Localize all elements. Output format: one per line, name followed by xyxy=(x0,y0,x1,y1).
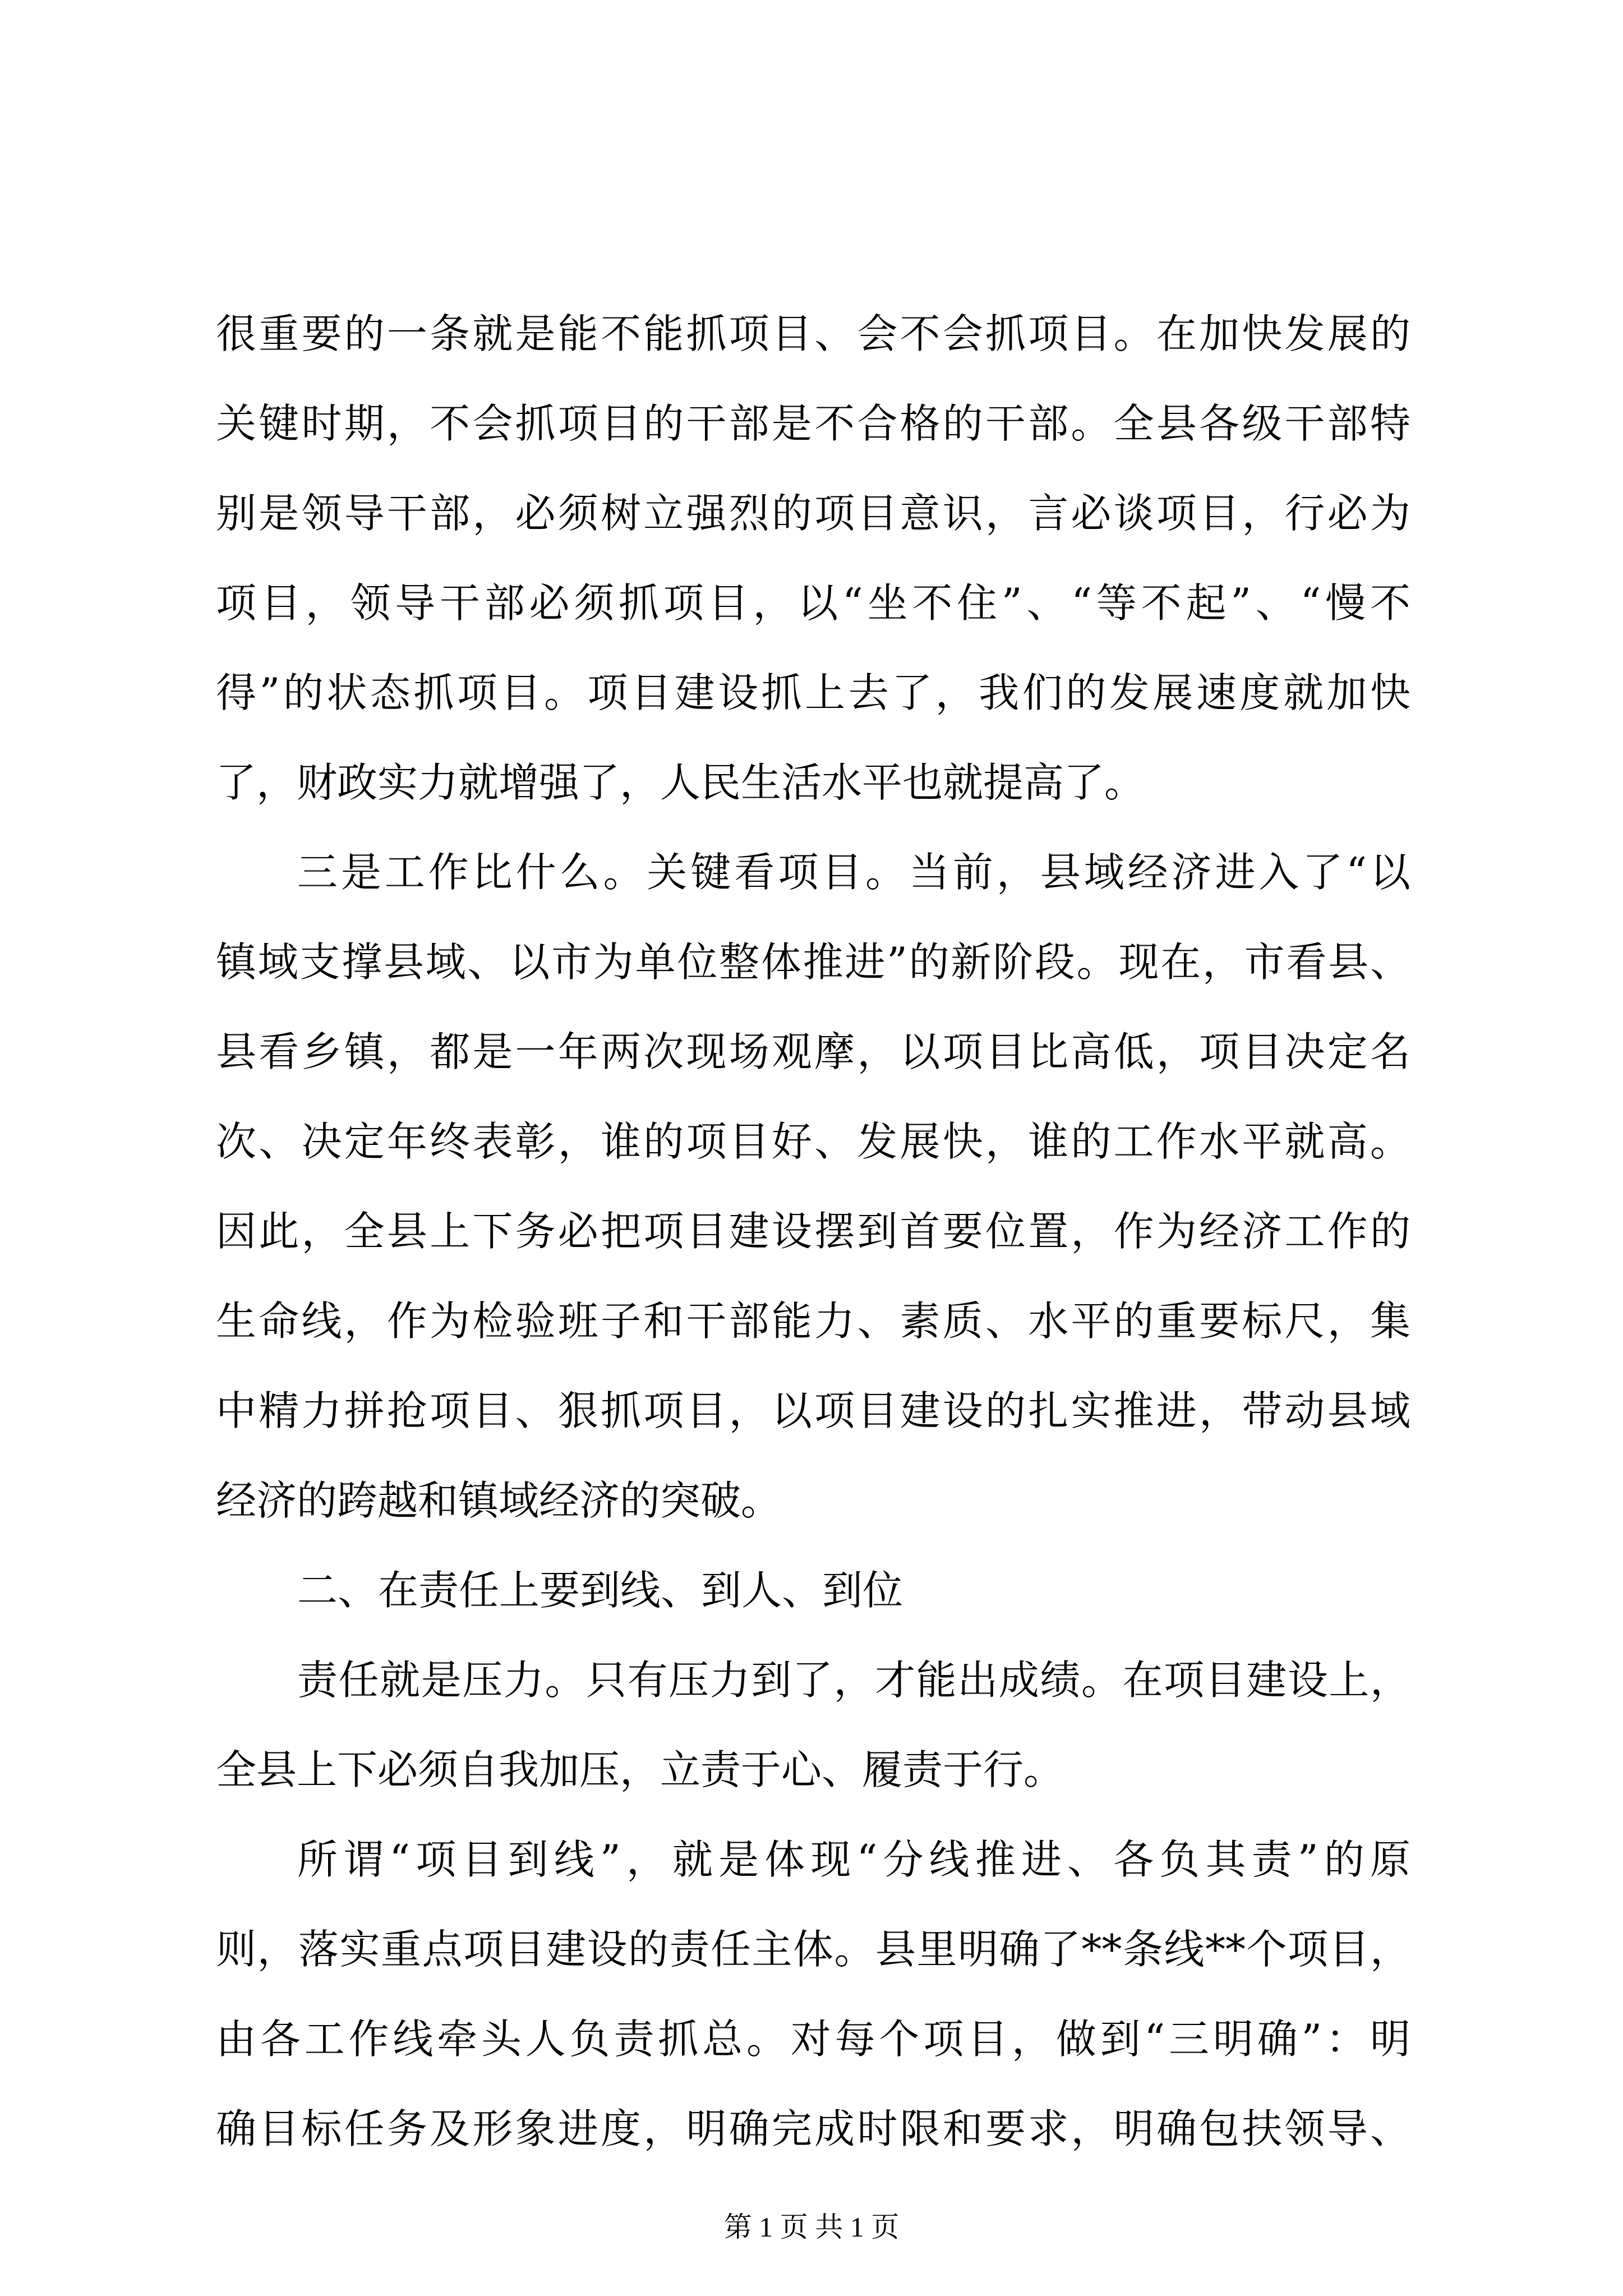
section-heading: 二、在责任上要到线、到人、到位 xyxy=(297,1567,903,1614)
text-line: 关键时期，不会抓项目的干部是不合格的干部。全县各级干部特 xyxy=(216,400,1410,447)
text-line: 因此，全县上下务必把项目建设摆到首要位置，作为经济工作的 xyxy=(216,1208,1410,1255)
text-line: 县看乡镇，都是一年两次现场观摩，以项目比高低，项目决定名 xyxy=(216,1028,1410,1075)
text-line: 全县上下必须自我加压，立责于心、履责于行。 xyxy=(216,1746,1064,1793)
text-line: 别是领导干部，必须树立强烈的项目意识，言必谈项目，行必为 xyxy=(216,490,1410,537)
text-line: 确目标任务及形象进度，明确完成时限和要求，明确包扶领导、 xyxy=(216,2105,1410,2152)
text-line: 镇域支撑县域、以市为单位整体推进”的新阶段。现在，市看县、 xyxy=(216,938,1410,986)
text-line: 生命线，作为检验班子和干部能力、素质、水平的重要标尺，集 xyxy=(216,1297,1410,1345)
text-line: 三是工作比什么。关键看项目。当前，县域经济进入了“以 xyxy=(297,849,1410,896)
text-line: 很重要的一条就是能不能抓项目、会不会抓项目。在加快发展的 xyxy=(216,310,1410,357)
text-line: 所谓“项目到线”，就是体现“分线推进、各负其责”的原 xyxy=(297,1836,1410,1883)
page-footer: 第 1 页 共 1 页 xyxy=(723,2211,900,2243)
text-line: 了，财政实力就增强了，人民生活水平也就提高了。 xyxy=(216,759,1145,806)
text-line: 责任就是压力。只有压力到了，才能出成绩。在项目建设上， xyxy=(297,1657,1410,1704)
text-line: 得”的状态抓项目。项目建设抓上去了，我们的发展速度就加快 xyxy=(216,669,1410,716)
text-line: 经济的跨越和镇域经济的突破。 xyxy=(216,1477,782,1524)
text-line: 则，落实重点项目建设的责任主体。县里明确了**条线**个项目， xyxy=(216,1926,1410,1973)
text-line: 项目，领导干部必须抓项目，以“坐不住”、“等不起”、“慢不 xyxy=(216,579,1410,627)
text-line: 中精力拼抢项目、狠抓项目，以项目建设的扎实推进，带动县域 xyxy=(216,1387,1410,1434)
text-line: 由各工作线牵头人负责抓总。对每个项目，做到“三明确”：明 xyxy=(216,2016,1410,2063)
text-line: 次、决定年终表彰，谁的项目好、发展快，谁的工作水平就高。 xyxy=(216,1118,1410,1165)
